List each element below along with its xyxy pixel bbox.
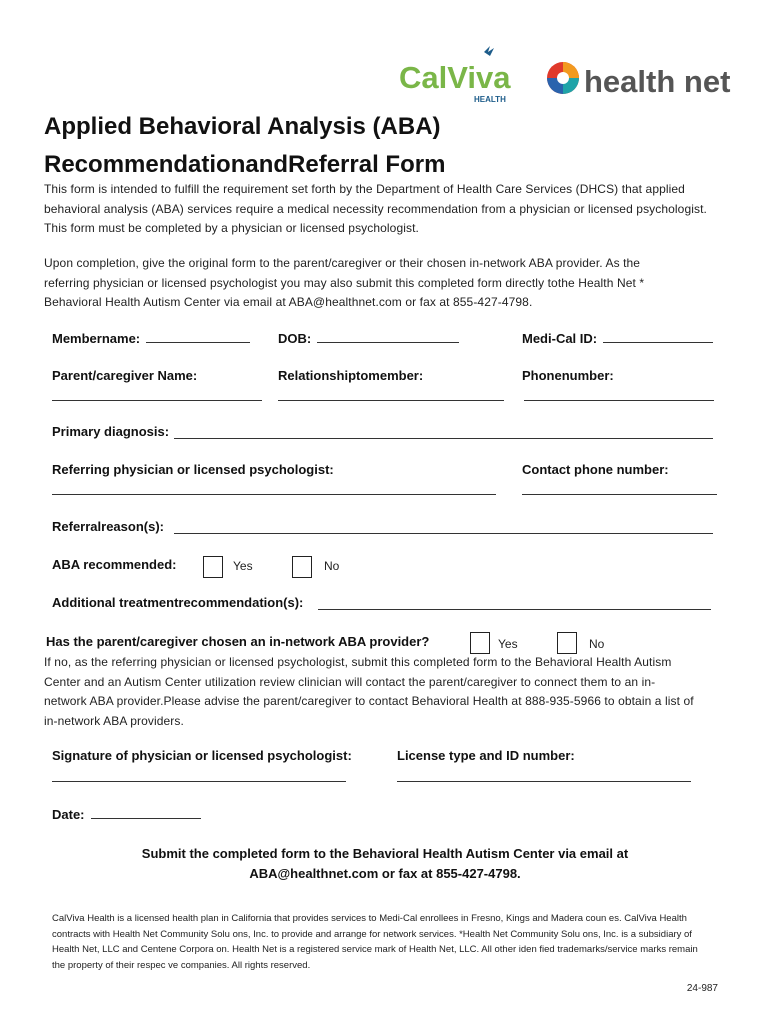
signature-label: Signature of physician or licensed psychologist: <box>52 748 352 763</box>
parent-name-label: Parent/caregiver Name: <box>52 368 198 383</box>
relationship-label: Relationshiptomember: <box>278 368 424 383</box>
title-line-2: RecommendationandReferral Form <box>44 151 446 178</box>
medi-cal-id-input[interactable] <box>603 330 713 343</box>
intro-p1-line: behavioral analysis (ABA) services require a medical necessity recommendation from a physician or licensed psychologist. <box>44 201 707 216</box>
license-label: License type and ID number: <box>397 748 575 763</box>
if-no-line: Center and an Autism Center utilization review clinician will contact the parent/caregiver to connect them to an in- <box>44 674 656 689</box>
if-no-line: in-network ABA providers. <box>44 713 184 728</box>
primary-diagnosis-input[interactable] <box>174 438 713 439</box>
referring-label: Referring physician or licensed psychologist: <box>52 462 334 477</box>
intro-paragraph-1 <box>44 180 734 239</box>
parent-name-input[interactable] <box>52 400 262 401</box>
if-no-line: If no, as the referring physician or licensed psychologist, submit this completed form to the Behavioral Health Autism <box>44 655 672 669</box>
chosen-provider-label: Has the parent/caregiver chosen an in-network ABA provider? <box>46 634 430 649</box>
contact-phone-label: Contact phone number: <box>522 462 669 477</box>
aba-yes-label: Yes <box>233 559 253 573</box>
intro-p1-line: This form is intended to fulfill the requirement set forth by the Department of Health Care Services (DHCS) that applied <box>44 182 685 196</box>
date-label: Date: <box>52 807 85 822</box>
healthnet-mark-icon <box>547 62 579 94</box>
if-no-paragraph <box>44 653 734 731</box>
member-name-field <box>52 330 250 346</box>
dob-label: DOB: <box>278 331 312 346</box>
referring-input[interactable] <box>52 494 496 495</box>
page-title <box>44 108 644 184</box>
intro-paragraph-2 <box>44 254 734 313</box>
footer-line: contracts with Health Net Community Solu ons, Inc. to provide and arrange for network services. *Health Net Community Solu ons, Inc. is a subsidiary of <box>52 928 692 940</box>
title-line-1: Applied Behavioral Analysis (ABA) <box>44 113 441 140</box>
healthnet-logo-text: health net <box>584 64 731 99</box>
contact-phone-input[interactable] <box>522 494 717 495</box>
provider-no-label: No <box>589 637 605 651</box>
calviva-logo-sub: HEALTH <box>474 95 506 104</box>
calviva-bird-icon <box>484 46 494 56</box>
relationship-input[interactable] <box>278 400 504 401</box>
primary-diagnosis-label: Primary diagnosis: <box>52 424 170 439</box>
submit-line: ABA@healthnet.com or fax at 855-427-4798. <box>249 866 521 881</box>
aba-recommended-yes-checkbox[interactable] <box>203 556 223 578</box>
member-name-input[interactable] <box>146 330 250 343</box>
intro-p2-line: Upon completion, give the original form to the parent/caregiver or their chosen in-network ABA provider. As the <box>44 256 641 270</box>
provider-yes-label: Yes <box>498 637 518 651</box>
referral-reasons-input[interactable] <box>174 533 713 534</box>
signature-input[interactable] <box>52 781 346 782</box>
medi-cal-id-field <box>522 330 713 346</box>
submit-instructions <box>0 844 770 884</box>
legal-footer <box>52 911 722 973</box>
intro-p2-line: referring physician or licensed psychologist you may also submit this completed form directly tothe Health Net * <box>44 275 645 290</box>
phone-input[interactable] <box>524 400 714 401</box>
if-no-line: network ABA provider.Please advise the parent/caregiver to contact Behavioral Health at 888-935-5966 to obtain a list of <box>44 694 694 708</box>
additional-treatment-input[interactable] <box>318 609 711 610</box>
date-input[interactable] <box>91 806 201 819</box>
footer-line: CalViva Health is a licensed health plan in California that provides services to Medi-Cal enrollees in Fresno, Kings and Madera coun es. CalViva Health <box>52 913 687 924</box>
dob-field <box>278 330 459 346</box>
footer-line: Health Net, LLC and Centene Corpora on. Health Net is a registered service mark of Health Net, LLC. All other iden fied trademarks/service marks remain <box>52 944 698 955</box>
aba-recommended-label: ABA recommended: <box>52 557 177 572</box>
logos-svg <box>0 0 770 110</box>
submit-line: Submit the completed form to the Behavioral Health Autism Center via email at <box>141 846 629 861</box>
referral-reasons-label: Referralreason(s): <box>52 519 164 534</box>
intro-p2-line: Behavioral Health Autism Center via email at ABA@healthnet.com or fax at 855-427-4798. <box>44 295 533 309</box>
dob-input[interactable] <box>317 330 459 343</box>
calviva-logo-text: CalViva <box>399 60 511 95</box>
form-code: 24-987 <box>686 983 718 994</box>
date-field <box>52 806 201 822</box>
aba-recommended-no-checkbox[interactable] <box>292 556 312 578</box>
intro-p1-line: This form must be completed by a physician or licensed psychologist. <box>44 221 419 235</box>
chosen-provider-yes-checkbox[interactable] <box>470 632 490 654</box>
footer-line: the property of their respec ve companies. All rights reserved. <box>52 959 311 971</box>
additional-treatment-label: Additional treatmentrecommendation(s): <box>52 595 304 610</box>
aba-no-label: No <box>324 559 340 573</box>
logo-area <box>0 0 770 110</box>
chosen-provider-no-checkbox[interactable] <box>557 632 577 654</box>
phone-label: Phonenumber: <box>522 368 614 383</box>
member-name-label: Membername: <box>52 331 141 346</box>
medi-cal-id-label: Medi-Cal ID: <box>522 331 598 346</box>
license-input[interactable] <box>397 781 691 782</box>
